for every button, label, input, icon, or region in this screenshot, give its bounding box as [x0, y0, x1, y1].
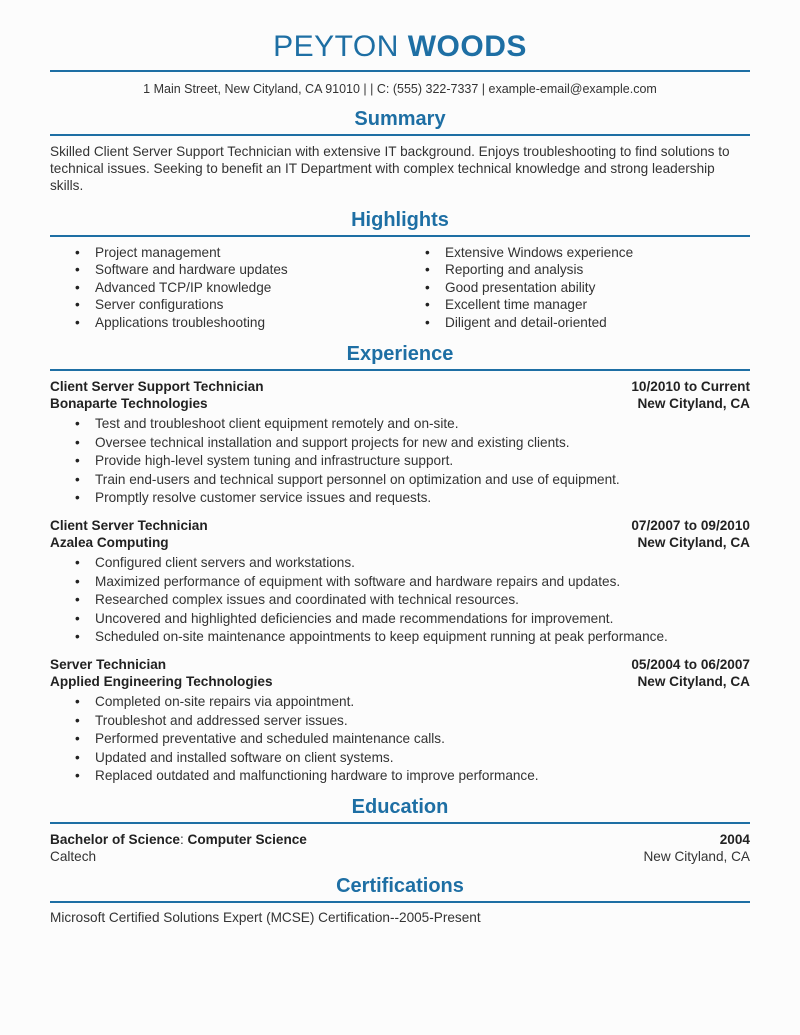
highlight-label: Reporting and analysis: [445, 262, 584, 278]
highlight-label: Good presentation ability: [445, 279, 596, 295]
bullet-icon: •: [425, 279, 430, 295]
job-title: Client Server Support Technician: [50, 379, 264, 394]
list-item: [50, 452, 750, 471]
experience-entry: [50, 378, 750, 508]
bullet-icon: •: [75, 693, 80, 709]
education-divider: [50, 822, 750, 824]
experience-entry: [50, 656, 750, 786]
summary-text: Skilled Client Server Support Technician with extensive IT background. Enjoys troubleshooting to find solutions to technical issues. Seeking to benefit an IT Department with complex technical knowledge and strong leadership skills.: [50, 144, 730, 194]
list-item: [50, 489, 750, 508]
list-item: [50, 296, 400, 313]
bullet-icon: •: [75, 731, 80, 747]
highlight-label: Excellent time manager: [445, 297, 588, 313]
bullet-icon: •: [425, 314, 430, 330]
bullet-icon: •: [75, 610, 80, 626]
job-bullet-list: [50, 693, 750, 786]
list-item: [50, 471, 750, 490]
job-dates: 10/2010 to Current: [631, 379, 750, 394]
list-item: [50, 730, 750, 749]
job-location: New Cityland, CA: [637, 534, 750, 550]
list-item: [50, 749, 750, 768]
job-duty: Troubleshot and addressed server issues.: [95, 712, 348, 728]
job-title-row: [50, 517, 750, 534]
job-title-row: [50, 378, 750, 395]
list-item: [50, 767, 750, 786]
bullet-icon: •: [75, 279, 80, 295]
highlight-label: Software and hardware updates: [95, 262, 288, 278]
experience-entry: [50, 517, 750, 647]
education-location: New Cityland, CA: [643, 848, 750, 864]
list-item: [400, 261, 750, 278]
list-item: [400, 314, 750, 331]
list-item: [50, 554, 750, 573]
bullet-icon: •: [75, 592, 80, 608]
education-degree-row: [50, 831, 750, 848]
job-duty: Maximized performance of equipment with software and hardware repairs and updates.: [95, 573, 621, 589]
job-duty: Performed preventative and scheduled maintenance calls.: [95, 731, 445, 747]
list-item: [400, 279, 750, 296]
degree-field: Computer Science: [187, 831, 307, 847]
job-duty: Configured client servers and workstations.: [95, 554, 355, 570]
job-location: New Cityland, CA: [637, 673, 750, 689]
list-item: [50, 261, 400, 278]
bullet-icon: •: [75, 712, 80, 728]
highlights-column-right: [400, 244, 750, 331]
job-location: New Cityland, CA: [637, 396, 750, 411]
job-bullet-list: [50, 554, 750, 647]
highlight-label: Project management: [95, 244, 221, 260]
summary-divider: [50, 134, 750, 136]
education-school-row: [50, 848, 750, 865]
bullet-icon: •: [75, 768, 80, 784]
bullet-icon: •: [75, 434, 80, 450]
highlight-label: Server configurations: [95, 297, 224, 313]
bullet-icon: •: [75, 490, 80, 506]
job-company-row: [50, 673, 750, 690]
bullet-icon: •: [75, 573, 80, 589]
job-duty: Provide high-level system tuning and infrastructure support.: [95, 453, 454, 469]
highlight-label: Advanced TCP/IP knowledge: [95, 279, 272, 295]
job-duty: Replaced outdated and malfunctioning hardware to improve performance.: [95, 768, 539, 784]
experience-divider: [50, 369, 750, 371]
list-item: [50, 628, 750, 647]
list-item: [400, 296, 750, 313]
highlight-label: Extensive Windows experience: [445, 244, 634, 260]
bullet-icon: •: [425, 297, 430, 313]
list-item: [50, 712, 750, 731]
list-item: [50, 434, 750, 453]
education-degree-line: [50, 831, 307, 848]
certification-item: Microsoft Certified Solutions Expert (MCSE) Certification--2005-Present: [50, 909, 481, 925]
candidate-last-name: WOODS: [407, 30, 527, 63]
certifications-divider: [50, 901, 750, 903]
experience-heading: Experience: [346, 343, 454, 365]
list-item: [50, 279, 400, 296]
bullet-icon: •: [75, 314, 80, 330]
job-company: Applied Engineering Technologies: [50, 673, 273, 689]
job-duty: Oversee technical installation and support projects for new and existing clients.: [95, 434, 570, 450]
job-company-row: [50, 395, 750, 412]
job-duty: Researched complex issues and coordinated with technical resources.: [95, 592, 519, 608]
list-item: [50, 415, 750, 434]
bullet-icon: •: [75, 453, 80, 469]
bullet-icon: •: [425, 262, 430, 278]
list-item: [400, 244, 750, 261]
degree-colon: :: [179, 831, 188, 847]
education-year: 2004: [719, 831, 750, 847]
job-dates: 05/2004 to 06/2007: [631, 656, 750, 672]
contact-line: 1 Main Street, New Cityland, CA 91010 | | C: (555) 322-7337 | example-email@example.com: [143, 82, 657, 96]
list-item: [50, 244, 400, 261]
highlights-column-left: [50, 244, 400, 331]
highlights-list: [50, 237, 750, 333]
highlights-heading: Highlights: [351, 208, 449, 231]
bullet-icon: •: [75, 629, 80, 645]
bullet-icon: •: [75, 262, 80, 278]
job-duty: Updated and installed software on client systems.: [95, 749, 394, 765]
summary-heading: Summary: [354, 108, 446, 130]
job-company: Azalea Computing: [50, 534, 169, 550]
job-duty: Promptly resolve customer service issues and requests.: [95, 490, 432, 506]
certifications-heading: Certifications: [336, 874, 464, 897]
bullet-icon: •: [75, 554, 80, 570]
bullet-icon: •: [75, 297, 80, 313]
job-company: Bonaparte Technologies: [50, 396, 208, 411]
job-duty: Uncovered and highlighted deficiencies and made recommendations for improvement.: [95, 610, 614, 626]
job-duty: Train end-users and technical support personnel on optimization and use of equipment.: [95, 471, 620, 487]
degree-name: Bachelor of Science: [50, 831, 180, 847]
list-item: [50, 693, 750, 712]
job-title: Client Server Technician: [50, 517, 208, 533]
bullet-icon: •: [75, 471, 80, 487]
candidate-name: [50, 30, 750, 63]
list-item: [50, 573, 750, 592]
highlight-label: Applications troubleshooting: [95, 314, 266, 330]
bullet-icon: •: [75, 244, 80, 260]
list-item: [50, 314, 400, 331]
job-company-row: [50, 534, 750, 551]
job-title: Server Technician: [50, 656, 167, 672]
list-item: [50, 591, 750, 610]
education-entry: [50, 831, 750, 865]
education-heading: Education: [351, 795, 449, 818]
bullet-icon: •: [75, 749, 80, 765]
list-item: [50, 610, 750, 629]
education-school: Caltech: [50, 848, 97, 864]
bullet-icon: •: [75, 416, 80, 431]
job-dates: 07/2007 to 09/2010: [631, 517, 750, 533]
highlight-label: Diligent and detail-oriented: [445, 314, 607, 330]
job-title-row: [50, 656, 750, 673]
job-duty: Test and troubleshoot client equipment remotely and on-site.: [95, 416, 459, 431]
bullet-icon: •: [425, 244, 430, 260]
candidate-first-name: PEYTON: [273, 30, 399, 63]
job-duty: Scheduled on-site maintenance appointments to keep equipment running at peak performance.: [95, 629, 668, 645]
job-duty: Completed on-site repairs via appointment.: [95, 693, 355, 709]
job-bullet-list: [50, 415, 750, 508]
